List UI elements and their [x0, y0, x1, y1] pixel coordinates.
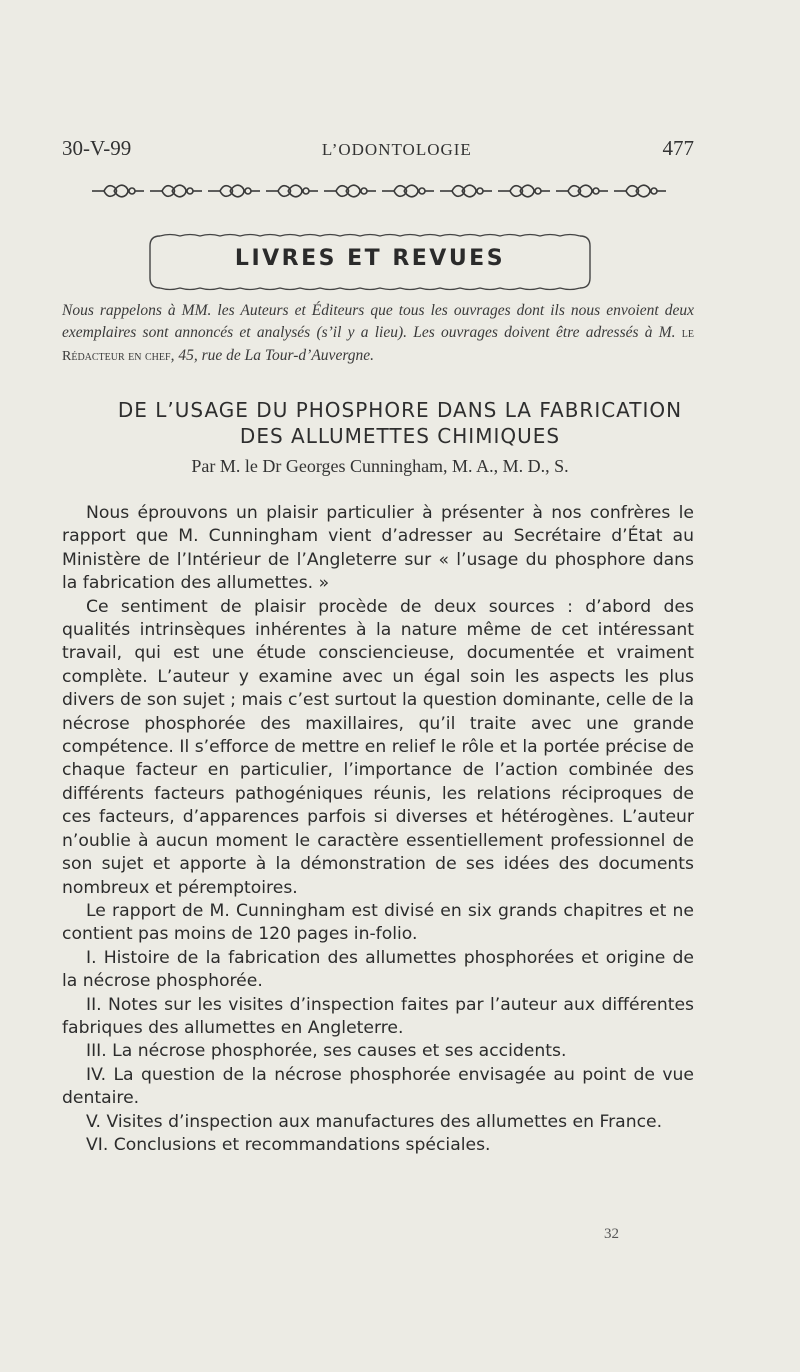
chapter-item: VI. Conclusions et recommandations spéciales. [86, 1134, 491, 1155]
chapter-item: II. Notes sur les visites d’inspection faites par l’auteur aux différentes fabriques des allumettes en Angleterre. [62, 994, 694, 1038]
paragraph: Nous éprouvons un plaisir particulier à présenter à nos confrères le rapport que M. Cunningham vient d’adresser au Secrétaire d’État au Ministère de l’Intérieur de l’Angleterre sur « l’usage du phosphore dans la fabrication des allumettes. » [62, 503, 694, 594]
issue-date: 30-V-99 [62, 136, 132, 160]
editorial-notice: Nous rappelons à MM. les Auteurs et Éditeurs que tous les ouvrages dont ils nous envoient deux exemplaires sont annoncés et analysés (s’il y a lieu). Les ouvrages doivent être adressés à M. le Rédacteur en chef, 45, rue de La Tour-d’Auvergne. [62, 302, 694, 364]
chapter-item: IV. La question de la nécrose phosphorée envisagée au point de vue dentaire. [62, 1064, 694, 1109]
running-head [62, 136, 694, 161]
article-body [62, 502, 694, 1157]
paragraph: Le rapport de M. Cunningham est divisé en six grands chapitres et ne contient pas moins de 120 pages in-folio. [62, 900, 694, 945]
page-number: 477 [662, 136, 694, 160]
article-byline: Par M. le Dr Georges Cunningham, M. A., M. D., S. [191, 456, 569, 476]
chapter-item: V. Visites d’inspection aux manufactures des allumettes en France. [86, 1111, 663, 1132]
redacteur-label: le Rédacteur en chef [62, 326, 694, 364]
signature-mark: 32 [604, 1226, 619, 1242]
section-heading: LIVRES ET REVUES [234, 246, 506, 271]
article-title: DE L’USAGE DU PHOSPHORE DANS LA FABRICATION DES ALLUMETTES CHIMIQUES [117, 398, 683, 448]
scroll-ornament-icon [90, 180, 670, 202]
chapter-item: I. Histoire de la fabrication des allumettes phosphorées et origine de la nécrose phosphorée. [62, 947, 694, 992]
section-heading-box [146, 230, 594, 294]
chapter-item: III. La nécrose phosphorée, ses causes et ses accidents. [86, 1041, 567, 1062]
journal-title: L’ODONTOLOGIE [321, 140, 472, 159]
paragraph: Ce sentiment de plaisir procède de deux sources : d’abord des qualités intrinsèques inhérentes à la nature même de cet intéressant travail, qui est une étude consciencieuse, documentée et vraiment complète. L’auteur y examine avec un égal soin les aspects les plus divers de son sujet ; mais c’est surtout la question dominante, celle de la nécrose phosphorée des maxillaires, qu’il traite avec une grande compétence. Il s’efforce de mettre en relief le rôle et la portée précise de chaque facteur en particulier, l’importance de l’action combinée des différents facteurs pathogéniques réunis, les relations réciproques de ces facteurs, d’apparences parfois si diverses et hétérogènes. L’auteur n’oublie à aucun moment le caractère essentiellement professionnel de son sujet et apporte à la démonstration de ses idées des documents nombreux et péremptoires. [62, 596, 694, 898]
